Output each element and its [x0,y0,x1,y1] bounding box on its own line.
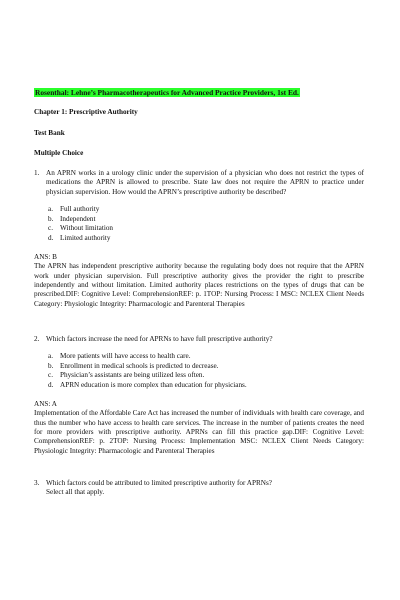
question-2-option-d-text: APRN education is more complex than education for physicians. [60,380,247,389]
question-separator-1 [34,309,364,327]
question-1-row [34,169,364,197]
subsection-heading: Multiple Choice [34,148,84,157]
question-2-option-d [48,381,364,391]
question-1-options [34,205,364,243]
question-1-option-b [48,215,364,225]
section-heading: Test Bank [34,128,65,137]
question-2-options [34,352,364,390]
question-1-option-d [48,234,364,244]
question-1-option-b-text: Independent [60,214,96,223]
question-2-number: 2. [34,334,40,343]
question-3 [34,479,364,498]
question-2-option-b-letter: b. [48,361,54,370]
question-1-option-c-letter: c. [48,224,53,233]
question-2-option-a-letter: a. [48,352,53,361]
question-3-text: Which factors could be attributed to limited prescriptive authority for APRNs? [46,478,272,487]
question-2-option-c [48,371,364,381]
question-2-option-c-letter: c. [48,371,53,380]
question-1-rationale: The APRN has independent prescriptive authority because the regulating body does not require that the APRN work under physician supervision. Full prescriptive authority gives the provider the right to prescribe independently and without limitation. Limited authority places restrictions on the types of drugs that can be prescribed.DIF: Cognitive Level: ComprehensionREF: p. 1TOP: Nursing Process: I MSC: NCLEX Client Needs Category: Physiologic Integrity: Pharmacologic and Parenteral Therapies [34,262,364,308]
question-1-option-c-text: Without limitation [60,224,114,233]
question-3-row [34,479,364,488]
question-2-row [34,335,364,344]
question-1-option-a [48,205,364,215]
question-2-rationale: Implementation of the Affordable Care Act has increased the number of individuals with health care coverage, and thus the number who have access to health care services. The increase in the number of patients creates the need for more providers with prescriptive authority. APRNs can fill this practice gap.DIF: Cognitive Level: ComprehensionREF: p. 2TOP: Nursing Process: Implementation MSC: NCLEX Client Needs Category: Physiologic Integrity: Pharmacologic and Parenteral Therapies [34,409,364,455]
question-3-subtext: Select all that apply. [46,488,105,497]
question-2-option-a-text: More patients will have access to health care. [60,352,191,361]
question-3-number: 3. [34,478,40,487]
question-1-option-b-letter: b. [48,214,54,223]
document-title-wrap [34,88,364,98]
question-2-option-b [48,362,364,372]
question-1-answer: ANS: B [34,253,57,262]
question-1-option-c [48,224,364,234]
document-title: Rosenthal: Lehne’s Pharmacotherapeutics for Advanced Practice Providers, 1st Ed. [35,88,299,97]
document-content [34,88,364,498]
question-2-answer: ANS: A [34,400,57,409]
chapter-heading: Chapter 1: Prescriptive Authority [34,108,138,117]
question-1-option-d-text: Limited authority [60,233,111,242]
question-1-option-a-text: Full authority [60,205,100,214]
question-separator-2 [34,456,364,471]
question-1-option-d-letter: d. [48,233,54,242]
question-2-option-d-letter: d. [48,380,54,389]
question-2 [34,335,364,456]
question-2-option-c-text: Physician’s assistants are being utilized less often. [60,371,205,380]
question-1-option-a-letter: a. [48,205,53,214]
question-2-option-a [48,352,364,362]
question-2-text: Which factors increase the need for APRNs to have full prescriptive authority? [46,334,273,343]
question-1-number: 1. [34,169,40,178]
question-1-text: An APRN works in a urology clinic under the supervision of a physician who does not restrict the types of medications the APRN is allowed to prescribe. State law does not require the APRN to practice under physician supervision. How would the APRN’s prescriptive authority be described? [46,169,364,196]
question-2-option-b-text: Enrollment in medical schools is predicted to decrease. [60,361,219,370]
question-1 [34,169,364,309]
